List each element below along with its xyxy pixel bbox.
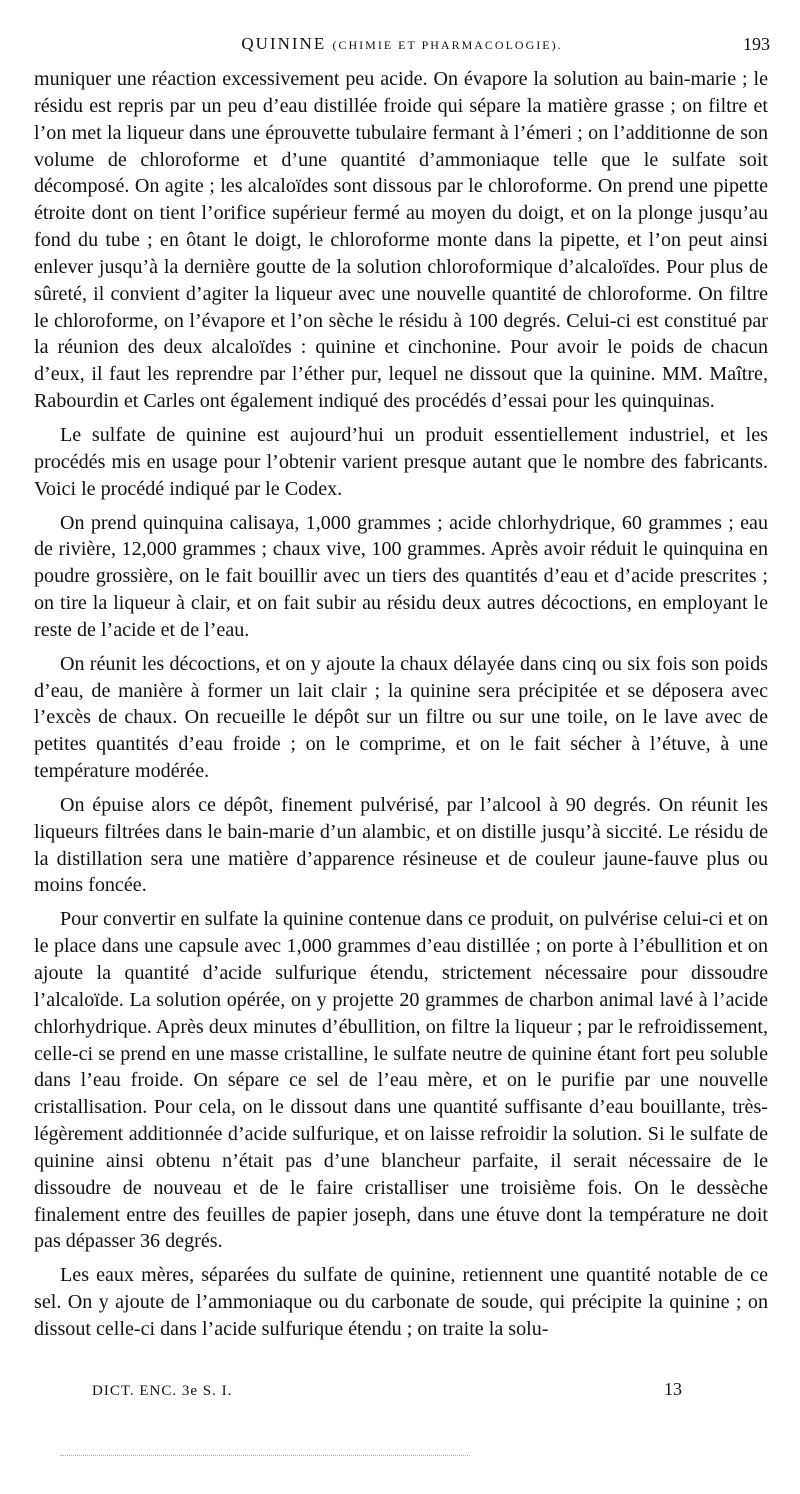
folio-number: 13 xyxy=(664,1379,682,1399)
page-header xyxy=(34,34,770,60)
running-head xyxy=(34,34,770,54)
running-head-title: QUININE xyxy=(241,34,327,53)
paragraph: On épuise alors ce dépôt, finement pulvérisé, par l’alcool à 90 degrés. On réunit les liqueurs filtrées dans le bain-marie d’un alambic, et on distille jusqu’à siccité. Le résidu de la distillation sera une matière d’apparence résineuse et de couleur jaune-fauve plus ou moins foncée. xyxy=(34,793,768,897)
page-number: 193 xyxy=(743,34,770,54)
paragraph: On réunit les décoctions, et on y ajoute la chaux délayée dans cinq ou six fois son poids d’eau, de manière à former un lait clair ; la quinine sera précipitée et se déposera avec l’excès de chaux. On recueille le dépôt sur un filtre ou sur une toile, on le lave avec de petites quantités d’eau froide ; on le comprime, et on le fait sécher à l’étuve, à une température modérée. xyxy=(34,652,768,783)
body-text xyxy=(34,66,768,1350)
paragraph: Les eaux mères, séparées du sulfate de quinine, retiennent une quantité notable de ce sel. On y ajoute de l’ammoniaque ou du carbonate de soude, qui précipite la quinine ; on dissout celle-ci dans l’acide sulfurique étendu ; on traite la solu- xyxy=(34,1264,768,1340)
page-footer xyxy=(92,1379,682,1405)
paragraph: Pour convertir en sulfate la quinine contenue dans ce produit, on pulvérise celui-ci et on le place dans une capsule avec 1,000 grammes d’eau distillée ; on porte à l’ébullition et on ajoute la quantité d’acide sulfurique étendu, strictement nécessaire pour dissoudre l’alcaloïde. La solution opérée, on y projette 20 grammes de charbon animal lavé à l’acide chlorhydrique. Après deux minutes d’ébullition, on filtre la liqueur ; par le refroidissement, celle-ci se prend en une masse cristalline, le sulfate neutre de quinine étant fort peu soluble dans l’eau froide. On sépare ce sel de l’eau mère, et on le purifie par une nouvelle cristallisation. Pour cela, on le dissout dans une quantité suffisante d’eau bouillante, très-légèrement additionnée d’acide sulfurique, et on laisse refroidir la solution. Si le sulfate de quinine ainsi obtenu n’était pas d’une blancheur parfaite, il serait nécessaire de le dissoudre de nouveau et de le faire cristalliser une troisième fois. On le dessèche finalement entre des feuilles de papier joseph, dans une étuve dont la température ne doit pas dépasser 36 degrés. xyxy=(34,908,768,1253)
paragraph: On prend quinquina calisaya, 1,000 grammes ; acide chlorhydrique, 60 grammes ; eau de rivière, 12,000 grammes ; chaux vive, 100 grammes. Après avoir réduit le quinquina en poudre grossière, on le fait bouillir avec un tiers des quantités d’eau et d’acide prescrites ; on tire la liqueur à clair, et on fait subir au résidu deux autres décoctions, en employant le reste de l’acide et de l’eau. xyxy=(34,511,768,641)
bottom-rule xyxy=(60,1455,470,1456)
paragraph: muniquer une réaction excessivement peu acide. On évapore la solution au bain-marie ; le résidu est repris par un peu d’eau distillée froide qui sépare la matière grasse ; on filtre et l’on met la liqueur dans une éprouvette tubulaire fermant à l’émeri ; on l’additionne de son volume de chloroforme et d’une quantité d’ammoniaque telle que le sulfate soit décomposé. On agite ; les alcaloïdes sont dissous par le chloroforme. On prend une pipette étroite dont on tient l’orifice supérieur fermé au moyen du doigt, et on la plonge jusqu’au fond du tube ; en ôtant le doigt, le chloroforme monte dans la pipette, et l’on peut ainsi enlever jusqu’à la dernière goutte de la solution chloroformique d’alcaloïdes. Pour plus de sûreté, il convient d’agiter la liqueur avec une nouvelle quantité de chloroforme. On filtre le chloroforme, on l’évapore et l’on sèche le résidu à 100 degrés. Celui-ci est constitué par la réunion des deux alcaloïdes : quinine et cinchonine. Pour avoir le poids de chacun d’eux, il faut les reprendre par l’éther pur, lequel ne dissout que la quinine. MM. Maître, Rabourdin et Carles ont également indiqué des procédés d’essai pour les quinquinas. xyxy=(34,68,768,413)
running-head-subtitle: (CHIMIE ET PHARMACOLOGIE). xyxy=(332,38,563,52)
paragraph: Le sulfate de quinine est aujourd’hui un produit essentiellement industriel, et les procédés mis en usage pour l’obtenir varient presque autant que le nombre des fabricants. Voici le procédé indiqué par le Codex. xyxy=(34,423,768,500)
signature-mark: DICT. ENC. 3e S. I. xyxy=(92,1383,233,1399)
